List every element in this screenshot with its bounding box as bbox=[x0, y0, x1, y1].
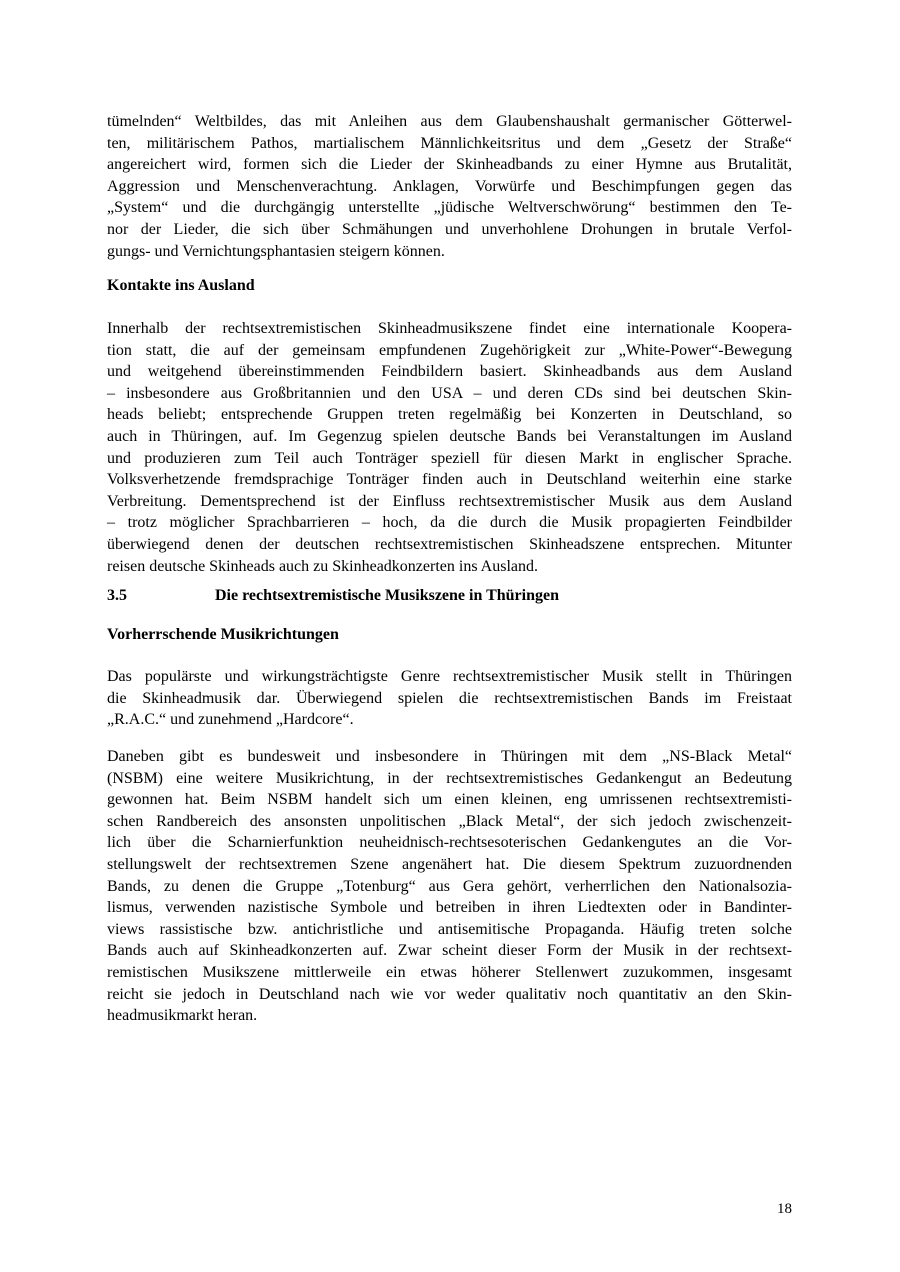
text-line: heads beliebt; entsprechende Gruppen treten regelmäßig bei Konzerten in Deutschland, so bbox=[107, 406, 792, 424]
section-number: 3.5 bbox=[107, 587, 127, 604]
text-line: tümelnden“ Weltbildes, das mit Anleihen aus dem Glaubenshaushalt germanischer Götterwel- bbox=[107, 113, 792, 130]
paragraph-nsbm bbox=[107, 746, 792, 1027]
section-title: Die rechtsextremistische Musikszene in Thüringen bbox=[215, 587, 559, 604]
text-line: – trotz möglicher Sprachbarrieren – hoch, da die durch die Musik propagierten Feindbilder bbox=[107, 514, 792, 532]
text-line: headmusikmarkt heran. bbox=[107, 1007, 258, 1025]
text-line: reisen deutsche Skinheads auch zu Skinheadkonzerten ins Ausland. bbox=[107, 557, 538, 575]
text-line: „R.A.C.“ und zunehmend „Hardcore“. bbox=[107, 711, 354, 729]
text-line: schen Randbereich des ansonsten unpolitischen „Black Metal“, der sich jedoch zwischenzeit- bbox=[107, 812, 792, 830]
section-heading-3-5 bbox=[107, 585, 559, 607]
text-line: stellungswelt der rechtsextremen Szene angenähert hat. Die diesem Spektrum zuzuordnenden bbox=[107, 855, 792, 873]
text-line: gewonnen hat. Beim NSBM handelt sich um einen kleinen, eng umrissenen rechtsextremisti- bbox=[107, 791, 792, 809]
text-line: Volksverhetzende fremdsprachige Tonträger finden auch in Deutschland weiterhin eine starke bbox=[107, 471, 792, 489]
text-line: Innerhalb der rechtsextremistischen Skinheadmusikszene findet eine internationale Koopera- bbox=[107, 320, 792, 337]
text-line: auch in Thüringen, auf. Im Gegenzug spielen deutsche Bands bei Veranstaltungen im Ausland bbox=[107, 427, 792, 445]
heading-vorherrschende-musikrichtungen: Vorherrschende Musikrichtungen bbox=[107, 626, 339, 643]
heading-kontakte-ins-ausland: Kontakte ins Ausland bbox=[107, 277, 255, 294]
text-line: Bands auch auf Skinheadkonzerten auf. Zwar scheint dieser Form der Musik in der rechtsext- bbox=[107, 942, 792, 960]
text-line: (NSBM) eine weitere Musikrichtung, in der rechtsextremistisches Gedankengut an Bedeutung bbox=[107, 769, 792, 787]
text-line: reicht sie jedoch in Deutschland nach wie vor weder qualitativ noch quantitativ an den Skin- bbox=[107, 985, 792, 1003]
text-line: angereichert wird, formen sich die Lieder der Skinheadbands zu einer Hymne aus Brutalität, bbox=[107, 156, 792, 174]
text-line: Das populärste und wirkungsträchtigste Genre rechtsextremistischer Musik stellt in Thüringen bbox=[107, 668, 792, 685]
page-number: 18 bbox=[777, 1201, 792, 1217]
paragraph-genre bbox=[107, 666, 792, 731]
text-line: remistischen Musikszene mittlerweile ein etwas höherer Stellenwert zuzukommen, insgesamt bbox=[107, 963, 792, 981]
text-line: Verbreitung. Dementsprechend ist der Einfluss rechtsextremistischer Musik aus dem Ausland bbox=[107, 492, 792, 510]
text-line: ten, militärischem Pathos, martialischem Männlichkeitsritus und dem „Gesetz der Straße“ bbox=[107, 134, 792, 152]
text-line: Aggression und Menschenverachtung. Anklagen, Vorwürfe und Beschimpfungen gegen das bbox=[107, 177, 792, 195]
text-line: und produzieren zum Teil auch Tonträger speziell für diesen Markt in englischer Sprache. bbox=[107, 449, 792, 467]
text-line: lismus, verwenden nazistische Symbole und betreiben in ihren Liedtexten oder in Bandinter- bbox=[107, 899, 792, 917]
text-line: und weitgehend übereinstimmenden Feindbildern basiert. Skinheadbands aus dem Ausland bbox=[107, 363, 792, 381]
text-line: lich über die Scharnierfunktion neuheidnisch-rechtsesoterischen Gedankengutes an die Vor- bbox=[107, 834, 792, 852]
text-line: „System“ und die durchgängig unterstellte „jüdische Weltverschwörung“ bestimmen den Te- bbox=[107, 199, 792, 217]
text-line: überwiegend denen der deutschen rechtsextremistischen Skinheadszene entsprechen. Mitunter bbox=[107, 535, 792, 553]
text-line: – insbesondere aus Großbritannien und den USA – und deren CDs sind bei deutschen Skin- bbox=[107, 384, 792, 402]
text-line: Daneben gibt es bundesweit und insbesondere in Thüringen mit dem „NS-Black Metal“ bbox=[107, 748, 792, 765]
paragraph-intro-continued bbox=[107, 111, 792, 262]
text-line: tion statt, die auf der gemeinsam empfundenen Zugehörigkeit zur „White-Power“-Bewegung bbox=[107, 341, 792, 359]
paragraph-kontakte bbox=[107, 318, 792, 577]
text-line: Bands, zu denen die Gruppe „Totenburg“ aus Gera gehört, verherrlichen den Nationalsozia- bbox=[107, 877, 792, 895]
text-line: die Skinheadmusik dar. Überwiegend spielen die rechtsextremistischen Bands im Freistaat bbox=[107, 689, 792, 707]
text-line: nor der Lieder, die sich über Schmähungen und unverhohlene Drohungen in brutale Verfol- bbox=[107, 220, 792, 238]
text-line: gungs- und Vernichtungsphantasien steigern können. bbox=[107, 242, 445, 260]
text-line: views rassistische bzw. antichristliche und antisemitische Propaganda. Häufig treten solche bbox=[107, 920, 792, 938]
